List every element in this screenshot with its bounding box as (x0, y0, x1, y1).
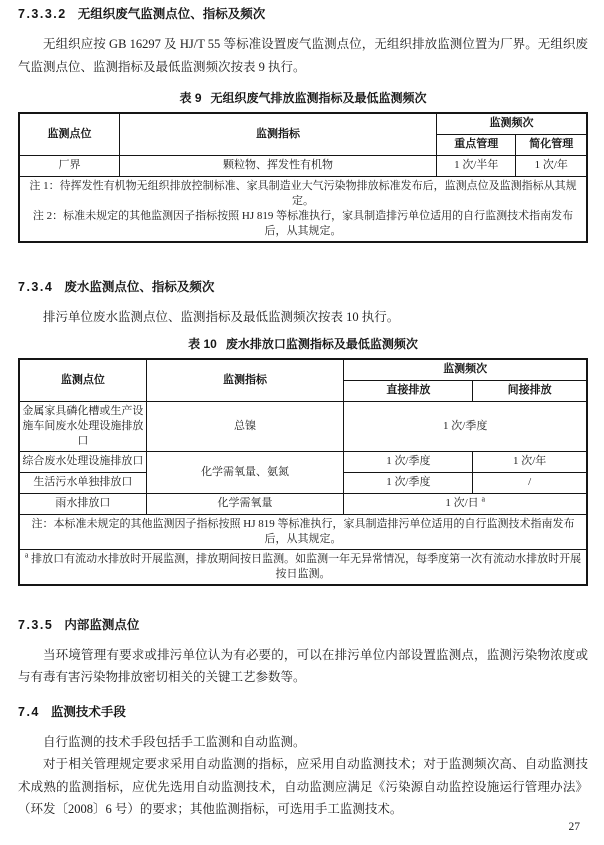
table9-caption (18, 91, 588, 106)
table9-note-1: 注 1：待挥发性有机物无组织排放控制标准、家具制造业大气污染物排放标准发布后，监测点位及监测指标从其规定。 (29, 179, 577, 207)
table10-cell-direct-freq: 1 次/季度 (344, 472, 473, 493)
table10-note-row (19, 514, 587, 549)
table10-cell-indicator: 化学需氧量 (146, 493, 344, 514)
table10-row-phosphating-outlet (19, 401, 587, 451)
table10-header-indirect: 间接排放 (473, 380, 587, 401)
table10-cell-direct-freq: 1 次/季度 (344, 451, 473, 472)
table9-header-point: 监测点位 (19, 113, 120, 155)
table9-row-factory-boundary (19, 155, 587, 176)
section-heading-7-3-3-2 (18, 6, 588, 22)
table9-notes-row (19, 176, 587, 242)
table10-cell-freq-merged (344, 493, 587, 514)
section-7-3-4-paragraph: 排污单位废水监测点位、监测指标及最低监测频次按表 10 执行。 (43, 309, 400, 324)
section-heading-7-3-4 (18, 279, 588, 295)
table10-row-rainwater-outlet (19, 493, 587, 514)
section-number: 7.3.5 (18, 617, 54, 632)
table10-cell-indicator-merged: 化学需氧量、氨氮 (146, 451, 344, 493)
page-number: 27 (568, 821, 580, 833)
table9-note-2: 注 2：标准未规定的其他监测因子指标按照 HJ 819 等标准执行，家具制造排污单位适用的自行监测技术指南发布后，从其规定。 (32, 209, 574, 237)
table10 (18, 358, 588, 586)
section-title: 无组织废气监测点位、指标及频次 (77, 7, 266, 21)
table10-cell-point: 综合废水处理设施排放口 (19, 451, 146, 472)
section-heading-7-3-5 (18, 617, 588, 633)
table9-cell-point: 厂界 (19, 155, 120, 176)
table9-header-key-mgmt: 重点管理 (436, 134, 516, 155)
section-7-3-5-paragraph: 当环境管理有要求或排污单位认为有必要的，可以在排污单位内部设置监测点，监测污染物浓度或与有毒有害污染物排放密切相关的关键工艺参数等。 (18, 647, 588, 684)
table10-cell-point: 雨水排放口 (19, 493, 146, 514)
table10-caption-text: 废水排放口监测指标及最低监测频次 (225, 337, 418, 351)
section-7-4-paragraph-2: 对于相关管理规定要求采用自动监测的指标，应采用自动监测技术；对于监测频次高、自动监测技术成熟的监测指标，应优先选用自动监测技术，自动监测应满足《污染源自动监控设施运行管理办法》（环发〔2008〕6 号）的要求；其他监测指标，可选用手工监测技术。 (18, 757, 588, 816)
table10-header-point: 监测点位 (19, 359, 146, 401)
table10-cell-point: 金属家具磷化槽或生产设施车间废水处理设施排放口 (19, 401, 146, 451)
table10-footnote-cell (19, 549, 587, 585)
table9-cell-simplified-freq: 1 次/年 (516, 155, 587, 176)
freq-text: 1 次/日 (445, 497, 479, 509)
table9-caption-label: 表 9 (179, 91, 202, 105)
table9-cell-key-freq: 1 次/半年 (436, 155, 516, 176)
table9 (18, 112, 588, 243)
table9-header-simplified-mgmt: 简化管理 (516, 134, 587, 155)
footnote-text: 排放口有流动水排放时开展监测，排放期间按日监测。如监测一年无异常情况，每季度第一次有流动水排放时开展按日监测。 (31, 552, 582, 580)
table10-header-row-1 (19, 359, 587, 380)
table10-header-direct: 直接排放 (344, 380, 473, 401)
footnote-ref-a: a (481, 494, 485, 504)
table9-cell-indicator: 颗粒物、挥发性有机物 (120, 155, 437, 176)
table10-header-frequency: 监测频次 (344, 359, 587, 380)
section-7-4-paragraph-1: 自行监测的技术手段包括手工监测和自动监测。 (43, 734, 306, 749)
section-heading-7-4 (18, 704, 588, 720)
table9-header-frequency: 监测频次 (436, 113, 587, 134)
table10-caption (18, 337, 588, 352)
table10-footnote (22, 549, 584, 582)
table10-caption-label: 表 10 (188, 337, 217, 351)
table10-row-comprehensive-outlet (19, 451, 587, 472)
table10-cell-point: 生活污水单独排放口 (19, 472, 146, 493)
table10-header-indicator: 监测指标 (146, 359, 344, 401)
table9-notes-cell (19, 176, 587, 242)
table10-cell-indicator: 总镍 (146, 401, 344, 451)
footnote-marker-a: a (24, 549, 29, 559)
section-title: 内部监测点位 (64, 617, 140, 632)
section-number: 7.4 (18, 704, 40, 719)
section-title: 废水监测点位、指标及频次 (64, 279, 215, 294)
table9-caption-text: 无组织废气排放监测指标及最低监测频次 (210, 91, 427, 105)
section-number: 7.3.3.2 (18, 7, 67, 21)
table9-header-row-1 (19, 113, 587, 134)
section-number: 7.3.4 (18, 279, 54, 294)
table10-cell-freq-merged: 1 次/季度 (344, 401, 587, 451)
table9-header-indicator: 监测指标 (120, 113, 437, 155)
table10-note: 注：本标准未规定的其他监测因子指标按照 HJ 819 等标准执行，家具制造排污单位适用的自行监测技术指南发布后，从其规定。 (31, 517, 575, 545)
section-7-3-3-2-paragraph: 无组织应按 GB 16297 及 HJ/T 55 等标准设置废气监测点位，无组织排放监测位置为厂界。无组织废气监测点位、监测指标及最低监测频次按表 9 执行。 (18, 37, 588, 74)
table10-cell-indirect-freq: / (473, 472, 587, 493)
section-title: 监测技术手段 (50, 704, 126, 719)
table10-cell-indirect-freq: 1 次/年 (473, 451, 587, 472)
table10-note-cell (19, 514, 587, 549)
table10-footnote-row (19, 549, 587, 585)
